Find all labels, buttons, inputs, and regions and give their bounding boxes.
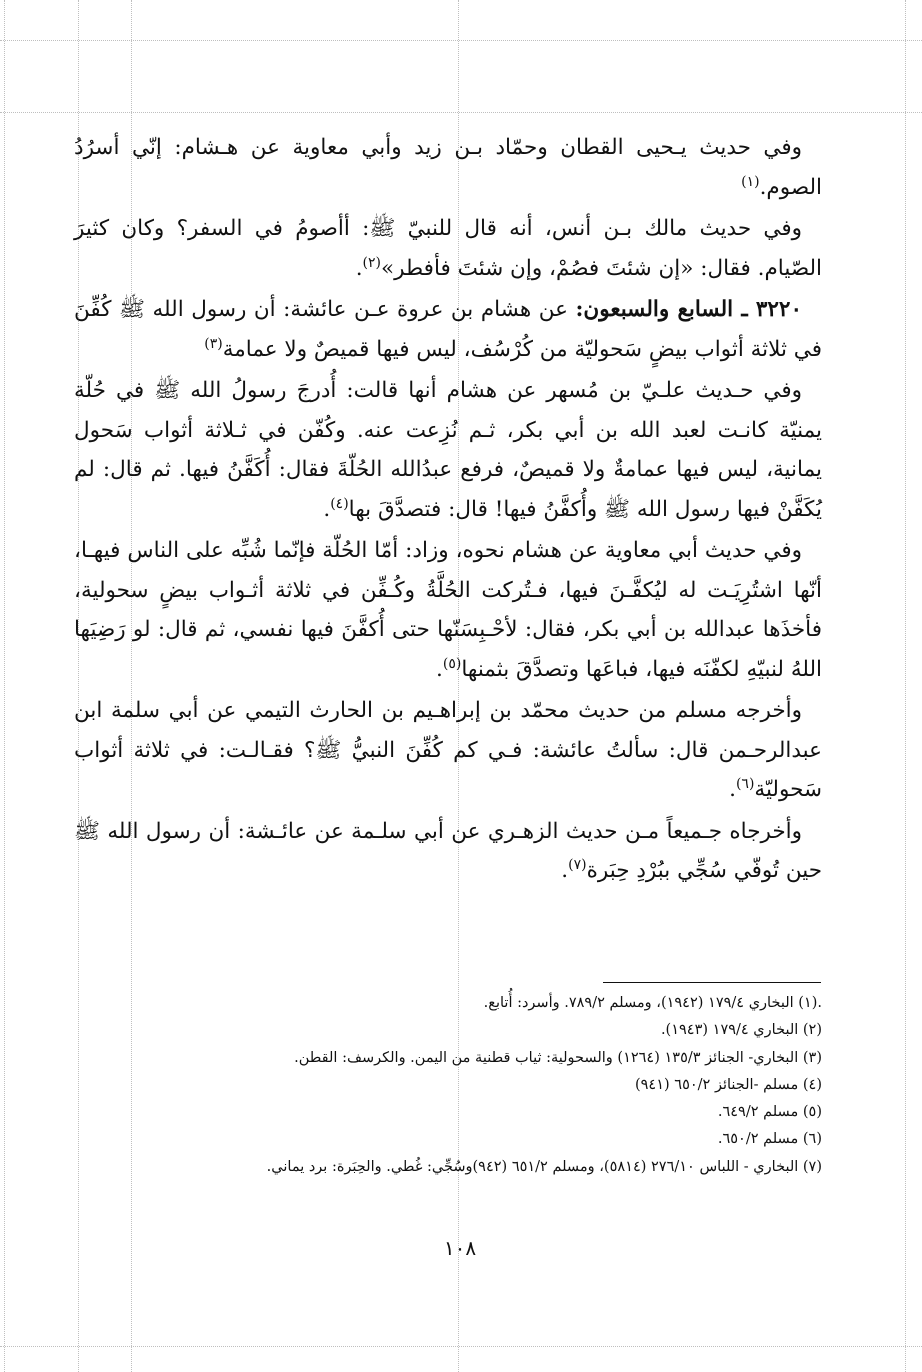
footnote: .(١) البخاري ١٧٩/٤ (١٩٤٢)، ومسلم ٧٨٩/٢. وأسرد: أُتابع. — [483, 995, 822, 1011]
paragraph-text: وأخرجاه جـميعاً مـن حديث الزهـري عن أبي سلـمة عن عائـشة: أن رسول الله ﷺ حين تُوفّي سُجِّي ببُرْدِ حِبَرة — [74, 818, 822, 883]
scan-guide-line — [4, 0, 5, 1372]
footnote: (٦) مسلم ٦٥٠/٢. — [717, 1131, 822, 1148]
footnote-ref[interactable]: (٤) — [330, 495, 349, 512]
footnote-ref[interactable]: (٣) — [204, 335, 223, 352]
paragraph: وفي حـديث علـيّ بن مُسهر عن هشام أنها قالت: أُدرجَ رسولُ الله ﷺ في حُلّة يمنيّة كانـت لعبد الله بن أبي بكر، ثـم نُزِعت عنه. وكُفّن في ثـلاثة أثواب سَحول يمانية، ليس فيها عمامةٌ ولا قميصٌ، فرفع عبدُالله الحُلّةَ فقال: أُكَفَّنُ فيها. ثم قال: لم يُكَفَّنْ فيها رسول الله ﷺ وأُكفَّنُ فيها! قال: فتصدَّقَ بها$^{(٤)}$. — [74, 378, 822, 522]
footnote-ref[interactable]: (٢) — [362, 254, 382, 271]
scan-guide-line — [0, 1346, 922, 1347]
paragraph: وأخرجه مسلم من حديث محمّد بن إبراهـيم بن الحارث التيمي عن أبي سلمة ابن عبدالرحـمن قال: سألتُ عائشة: فـي كم كُفِّنَ النبيُّ ﷺ؟ فقـالـت: في ثلاثة أثواب سَحوليّة$^{(٦)}$. — [74, 698, 822, 802]
footnote-ref[interactable]: (٥) — [442, 655, 462, 672]
paragraph-text: عن هشام بن عروة عـن عائشة: أن رسول الله ﷺ كُفِّنَ في ثلاثة أثواب بيضٍ سَحوليّة من كُرْسُف، ليس فيها قميصٌ ولا عمامة — [74, 297, 822, 362]
footnote: (٤) مسلم -الجنائز ٦٥٠/٢ (٩٤١) — [634, 1076, 822, 1093]
page-number: ١٠٨ — [443, 1236, 477, 1260]
footnote: (٢) البخاري ١٧٩/٤ (١٩٤٣). — [660, 1022, 822, 1039]
scan-guide-line — [0, 112, 922, 113]
footnotes — [74, 990, 822, 1181]
main-text — [74, 128, 822, 893]
footnote: (٣) البخاري- الجنائز ١٣٥/٣ (١٢٦٤) والسحولية: ثياب قطنية من اليمن. والكرسف: القطن. — [294, 1049, 822, 1066]
footnote: (٧) البخاري - اللباس ٢٧٦/١٠ (٥٨١٤)، ومسلم ٦٥١/٢ (٩٤٢)وسُجِّي: غُطي. والحِبَرة: برد يماني. — [266, 1158, 822, 1175]
paragraph-text: وفي حديث يـحيى القطان وحمّاد بـن زيد وأبي معاوية عن هـشام: إنّي أسرُدُ الصوم. — [74, 135, 822, 200]
paragraph-text: وأخرجه مسلم من حديث محمّد بن إبراهـيم بن الحارث التيمي عن أبي سلمة ابن عبدالرحـمن قال: سألتُ عائشة: فـي كم كُفِّنَ النبيُّ ﷺ؟ فقـالـت: في ثلاثة أثواب سَحوليّة — [74, 698, 822, 802]
paragraph — [74, 128, 822, 207]
footnote-ref[interactable]: (٦) — [735, 775, 755, 792]
scan-guide-line — [0, 40, 922, 41]
footnote-ref[interactable]: (١) — [741, 173, 760, 190]
paragraph: وأخرجاه جـميعاً مـن حديث الزهـري عن أبي سلـمة عن عائـشة: أن رسول الله ﷺ حين تُوفّي سُجِّي ببُرْدِ حِبَرة$^{(٧)}$. — [74, 818, 822, 883]
paragraph: وفي حديث مالك بـن أنس، أنه قال للنبيّ ﷺ: أأصومُ في السفر؟ وكان كثيرَ الصّيام. فقال: «إن شئتَ فصُمْ، وإن شئتَ فأفطر»$^{(٢)}$. — [74, 216, 822, 281]
footnote-ref[interactable]: (٧) — [568, 856, 587, 873]
footnote-divider — [603, 982, 821, 983]
paragraph-text: وفي حديث مالك بـن أنس، أنه قال للنبيّ ﷺ: أأصومُ في السفر؟ وكان كثيرَ الصّيام. فقال: «إن شئتَ فصُمْ، وإن شئتَ فأفطر» — [74, 216, 822, 281]
paragraph-text: وفي حديث أبي معاوية عن هشام نحوه، وزاد: أمّا الحُلّة فإنّما شُبِّه على الناس فيهـا، أنّها اشتُرِيَـت له ليُكفَّـنَ فيها، فـتُركت الحُلَّةُ وكُـفِّن في ثلاثة أثـواب بيضٍ سحولية، فأخذَها عبدالله بن أبي بكر، فقال: لأحْـبِسَنّها حتى أُكفَّنَ فيها نفسي، ثم قال: لو رَضِيَها اللهُ لنبيّهِ لكفّنَه فيها، فباعَها وتصدَّقَ بثمنها — [74, 538, 822, 682]
paragraph — [74, 290, 822, 369]
paragraph: وفي حديث أبي معاوية عن هشام نحوه، وزاد: أمّا الحُلّة فإنّما شُبِّه على الناس فيهـا، أنّها اشتُرِيَـت له ليُكفَّـنَ فيها، فـتُركت الحُلَّةُ وكُـفِّن في ثلاثة أثـواب بيضٍ سحولية، فأخذَها عبدالله بن أبي بكر، فقال: لأحْـبِسَنّها حتى أُكفَّنَ فيها نفسي، ثم قال: لو رَضِيَها اللهُ لنبيّهِ لكفّنَه فيها، فباعَها وتصدَّقَ بثمنها$^{(٥)}$. — [74, 538, 822, 682]
hadith-heading: ٣٢٢٠ ـ السابع والسبعون: — [575, 297, 803, 322]
scan-guide-line — [905, 0, 906, 1372]
paragraph-text: وفي حـديث علـيّ بن مُسهر عن هشام أنها قالت: أُدرجَ رسولُ الله ﷺ في حُلّة يمنيّة كانـت لعبد الله بن أبي بكر، ثـم نُزِعت عنه. وكُفّن في ثـلاثة أثواب سَحول يمانية، ليس فيها عمامةٌ ولا قميصٌ، فرفع عبدُالله الحُلّةَ فقال: أُكَفَّنُ فيها. ثم قال: لم يُكَفَّنْ فيها رسول الله ﷺ وأُكفَّنُ فيها! قال: فتصدَّقَ بها — [74, 378, 822, 522]
footnote: (٥) مسلم ٦٤٩/٢. — [717, 1104, 822, 1121]
